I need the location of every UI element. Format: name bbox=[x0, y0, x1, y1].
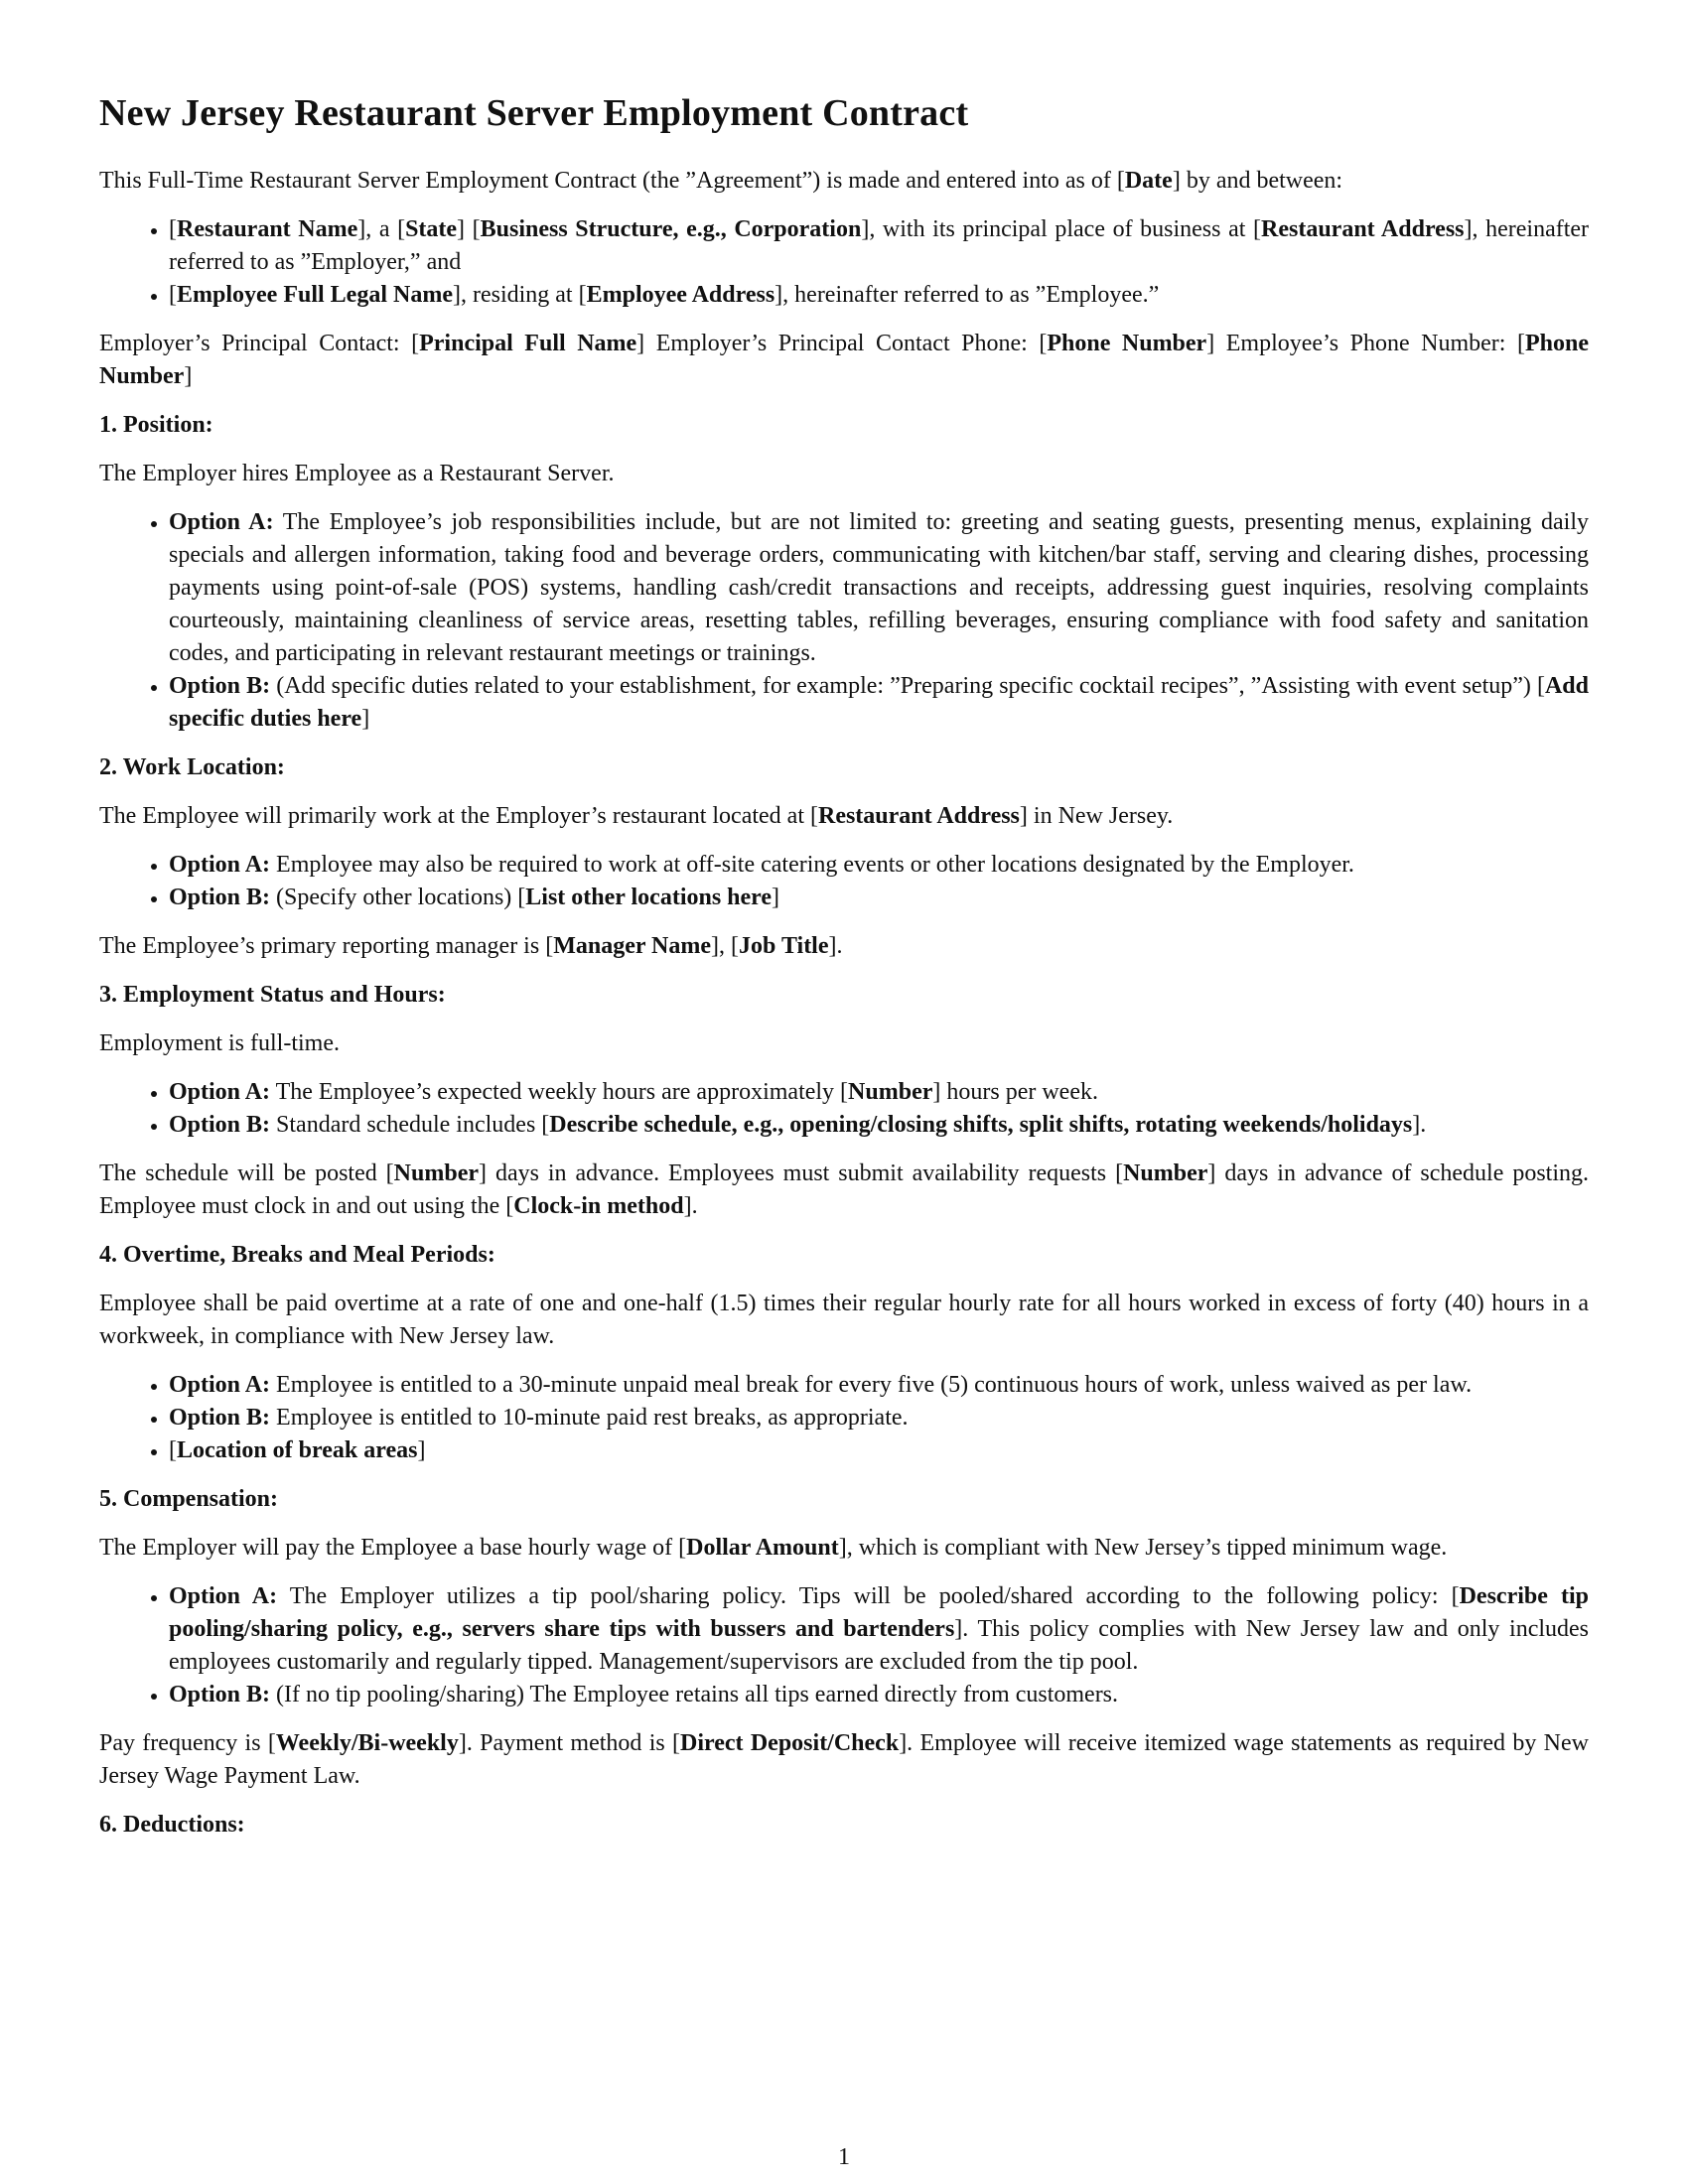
option-label: Option A: bbox=[169, 852, 271, 878]
text: The Employee’s primary reporting manager is [ bbox=[99, 933, 554, 959]
option-label: Option A: bbox=[169, 509, 274, 535]
text: [ bbox=[169, 282, 177, 308]
list-item bbox=[169, 670, 1589, 736]
employee-name-field: Employee Full Legal Name bbox=[177, 282, 453, 308]
text: (Add specific duties related to your establishment, for example: ”Preparing specific cocktail recipes”, ”Assisting with event setup”) [ bbox=[270, 673, 1545, 699]
placeholder-field: Add specific duties here bbox=[169, 673, 1589, 732]
section-heading-compensation: 5. Compensation: bbox=[99, 1486, 279, 1512]
manager-paragraph bbox=[99, 930, 1589, 963]
section-paragraph: The Employer hires Employee as a Restaurant Server. bbox=[99, 461, 615, 486]
placeholder-field: Dollar Amount bbox=[686, 1535, 839, 1561]
text: ], hereinafter referred to as ”Employer,” and bbox=[169, 216, 1590, 275]
list-item bbox=[169, 1580, 1589, 1679]
page-number: 1 bbox=[838, 2144, 850, 2170]
restaurant-address-field: Restaurant Address bbox=[1261, 216, 1465, 242]
pay-paragraph bbox=[99, 1727, 1589, 1793]
principal-name-field: Principal Full Name bbox=[419, 331, 637, 356]
text: (Specify other locations) [ bbox=[270, 885, 526, 910]
list-item bbox=[169, 1434, 1589, 1467]
text: ]. Employee will receive itemized wage statements as required by New Jersey Wage Payment Law. bbox=[99, 1730, 1589, 1789]
document-title: New Jersey Restaurant Server Employment Contract bbox=[99, 92, 969, 134]
text: [ bbox=[169, 216, 177, 242]
text: ]. Payment method is [ bbox=[458, 1730, 681, 1756]
contacts-paragraph bbox=[99, 328, 1589, 393]
placeholder-field: Location of break areas bbox=[177, 1437, 418, 1463]
text: ]. This policy complies with New Jersey law and only includes employees customarily and regularly tipped. Management/supervisors are excluded from the tip pool. bbox=[169, 1616, 1590, 1675]
options-list bbox=[99, 1369, 1589, 1467]
date-field: Date bbox=[1124, 168, 1173, 194]
employee-address-field: Employee Address bbox=[586, 282, 775, 308]
option-label: Option A: bbox=[169, 1583, 278, 1609]
text: ] bbox=[361, 706, 370, 732]
list-item bbox=[169, 849, 1589, 882]
section-paragraph: Employment is full-time. bbox=[99, 1030, 340, 1056]
text: (If no tip pooling/sharing) The Employee retains all tips earned directly from customers. bbox=[270, 1682, 1119, 1707]
text: [ bbox=[169, 1437, 177, 1463]
option-label: Option B: bbox=[169, 673, 271, 699]
text: Employer’s Principal Contact: [ bbox=[99, 331, 420, 356]
state-field: State bbox=[405, 216, 458, 242]
list-item-employee bbox=[169, 279, 1589, 312]
section-paragraph: Employee shall be paid overtime at a rate of one and one-half (1.5) times their regular hourly rate for all hours worked in excess of forty (40) hours in a workweek, in compliance with New Jersey law. bbox=[99, 1291, 1589, 1349]
list-item bbox=[169, 1402, 1589, 1434]
section-paragraph bbox=[99, 1532, 1589, 1565]
option-label: Option B: bbox=[169, 1682, 271, 1707]
parties-list bbox=[99, 213, 1589, 312]
option-label: Option B: bbox=[169, 885, 271, 910]
business-structure-field: Business Structure, e.g., Corporation bbox=[480, 216, 862, 242]
text: ] hours per week. bbox=[932, 1079, 1098, 1105]
text: ]. bbox=[683, 1193, 698, 1219]
options-list bbox=[99, 1076, 1589, 1142]
section-heading-overtime: 4. Overtime, Breaks and Meal Periods: bbox=[99, 1242, 495, 1268]
option-label: Option A: bbox=[169, 1079, 271, 1105]
restaurant-name-field: Restaurant Name bbox=[177, 216, 358, 242]
text: ] bbox=[417, 1437, 426, 1463]
placeholder-field: Number bbox=[848, 1079, 933, 1105]
schedule-paragraph bbox=[99, 1158, 1589, 1223]
placeholder-field: Number bbox=[1123, 1160, 1208, 1186]
text: Standard schedule includes [ bbox=[270, 1112, 550, 1138]
placeholder-field: Describe schedule, e.g., opening/closing shifts, split shifts, rotating weekends/holidays bbox=[549, 1112, 1413, 1138]
section-heading-work-location: 2. Work Location: bbox=[99, 754, 285, 780]
list-item bbox=[169, 1369, 1589, 1402]
options-list bbox=[99, 849, 1589, 914]
option-label: Option B: bbox=[169, 1405, 271, 1431]
section-paragraph bbox=[99, 800, 1589, 833]
placeholder-field: Restaurant Address bbox=[817, 803, 1020, 829]
text: ], a [ bbox=[357, 216, 406, 242]
text: The Employer will pay the Employee a base hourly wage of [ bbox=[99, 1535, 687, 1561]
text: Pay frequency is [ bbox=[99, 1730, 276, 1756]
section-heading-employment-status: 3. Employment Status and Hours: bbox=[99, 982, 446, 1008]
placeholder-field: List other locations here bbox=[525, 885, 773, 910]
text: ], [ bbox=[711, 933, 740, 959]
text: Employee is entitled to a 30-minute unpaid meal break for every five (5) continuous hours of work, unless waived as per law. bbox=[270, 1372, 1473, 1398]
text: ], residing at [ bbox=[452, 282, 587, 308]
text: The Employee’s job responsibilities include, but are not limited to: greeting and seating guests, presenting menus, explaining daily specials and allergen information, taking food and beverage orders, communicating with kitchen/bar staff, serving and clearing dishes, processing payments using point-of-sale (POS) systems, handling cash/credit transactions and receipts, addressing guest inquiries, resolving complaints courteously, maintaining cleanliness of service areas, resetting tables, refilling beverages, ensuring compliance with food safety and sanitation codes, and participating in relevant restaurant meetings or trainings. bbox=[169, 509, 1589, 666]
placeholder-field: Describe tip pooling/sharing policy, e.g., servers share tips with bussers and bartenders bbox=[169, 1583, 1589, 1642]
text: ] bbox=[184, 363, 193, 389]
text: ], with its principal place of business at [ bbox=[861, 216, 1261, 242]
section-heading-position: 1. Position: bbox=[99, 412, 213, 438]
text: ], hereinafter referred to as ”Employee.” bbox=[774, 282, 1160, 308]
options-list bbox=[99, 1580, 1589, 1711]
text: ]. bbox=[1412, 1112, 1427, 1138]
placeholder-field: Number bbox=[393, 1160, 479, 1186]
job-title-field: Job Title bbox=[739, 933, 829, 959]
text: ] in New Jersey. bbox=[1019, 803, 1174, 829]
intro-text: This Full-Time Restaurant Server Employment Contract (the ”Agreement”) is made and entered into as of [ bbox=[99, 168, 1125, 194]
text: ]. bbox=[828, 933, 843, 959]
list-item bbox=[169, 882, 1589, 914]
text: ] Employee’s Phone Number: [ bbox=[1206, 331, 1525, 356]
text: Employee may also be required to work at off-site catering events or other locations designated by the Employer. bbox=[270, 852, 1354, 878]
text: ] days in advance. Employees must submit availability requests [ bbox=[479, 1160, 1124, 1186]
text: ] days in advance of schedule posting. Employee must clock in and out using the [ bbox=[99, 1160, 1589, 1219]
placeholder-field: Clock-in method bbox=[513, 1193, 684, 1219]
options-list bbox=[99, 506, 1589, 736]
document-page bbox=[99, 91, 1589, 1857]
principal-phone-field: Phone Number bbox=[1047, 331, 1207, 356]
placeholder-field: Weekly/Bi-weekly bbox=[275, 1730, 459, 1756]
option-label: Option A: bbox=[169, 1372, 271, 1398]
list-item bbox=[169, 1679, 1589, 1711]
text: Employee is entitled to 10-minute paid rest breaks, as appropriate. bbox=[270, 1405, 909, 1431]
section-heading-deductions: 6. Deductions: bbox=[99, 1812, 245, 1838]
text: ] Employer’s Principal Contact Phone: [ bbox=[636, 331, 1048, 356]
text: The Employer utilizes a tip pool/sharing policy. Tips will be pooled/shared according to the following policy: [ bbox=[277, 1583, 1460, 1609]
text: The Employee’s expected weekly hours are approximately [ bbox=[270, 1079, 849, 1105]
intro-paragraph bbox=[99, 165, 1589, 198]
intro-text: ] by and between: bbox=[1172, 168, 1343, 194]
manager-name-field: Manager Name bbox=[553, 933, 712, 959]
text: The schedule will be posted [ bbox=[99, 1160, 394, 1186]
list-item bbox=[169, 1109, 1589, 1142]
text: ], which is compliant with New Jersey’s tipped minimum wage. bbox=[838, 1535, 1448, 1561]
text: ] [ bbox=[457, 216, 481, 242]
placeholder-field: Direct Deposit/Check bbox=[680, 1730, 900, 1756]
list-item-employer bbox=[169, 213, 1589, 279]
option-label: Option B: bbox=[169, 1112, 271, 1138]
text: ] bbox=[772, 885, 780, 910]
text: The Employee will primarily work at the Employer’s restaurant located at [ bbox=[99, 803, 818, 829]
employee-phone-field: Phone Number bbox=[99, 331, 1589, 389]
list-item bbox=[169, 506, 1589, 670]
list-item bbox=[169, 1076, 1589, 1109]
